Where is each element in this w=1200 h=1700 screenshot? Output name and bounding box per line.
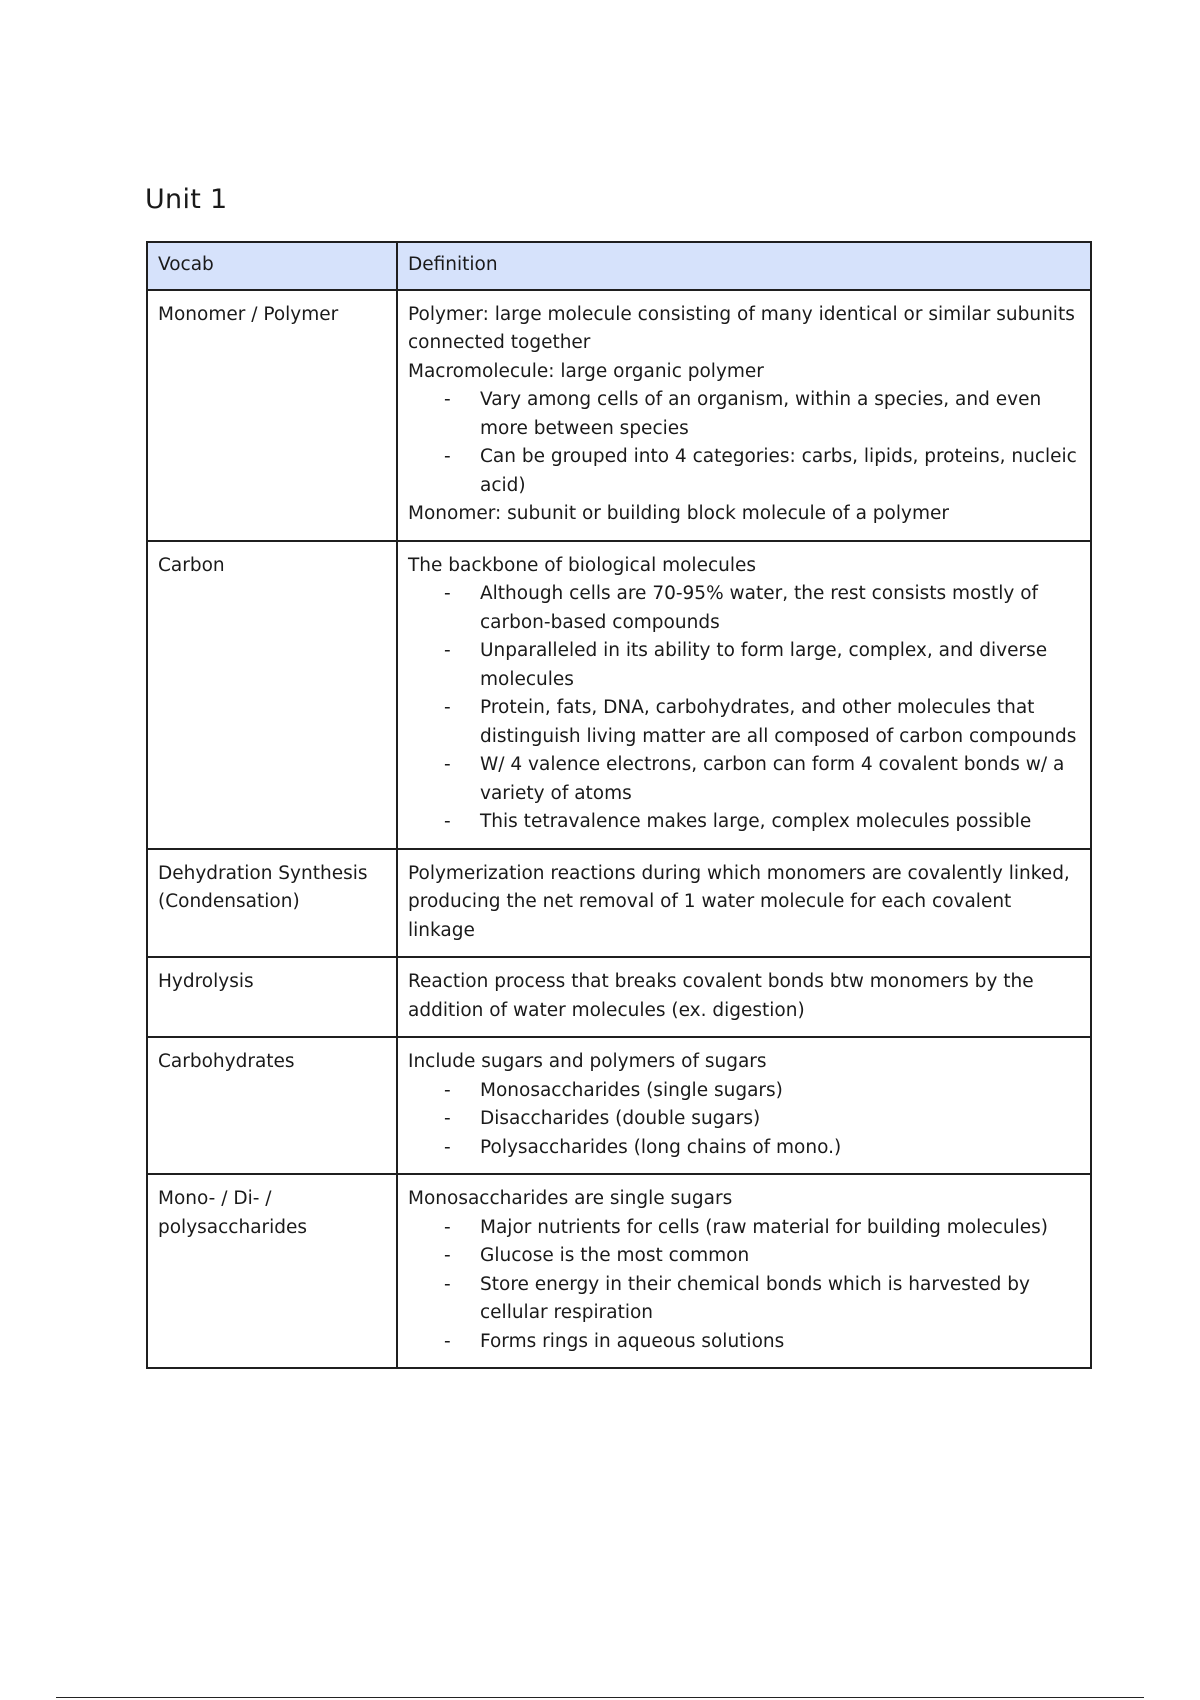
table-row [147, 290, 1091, 541]
definition-cell [397, 957, 1091, 1037]
bullet-list [408, 1214, 1080, 1357]
term-cell: Dehydration Synthesis (Condensation) [147, 849, 397, 958]
definition-text: Reaction process that breaks covalent bonds btw monomers by the addition of water molecules (ex. digestion) [408, 971, 1034, 1021]
list-item: - Although cells are 70-95% water, the rest consists mostly of carbon-based compounds [480, 580, 1080, 637]
bullet-list [408, 580, 1080, 837]
term-cell: Carbon [147, 541, 397, 849]
list-item: - Polysaccharides (long chains of mono.) [480, 1134, 1080, 1163]
table-header-row [147, 242, 1091, 290]
table-row [147, 1037, 1091, 1174]
definition-cell [397, 1174, 1091, 1368]
vocab-table [146, 241, 1092, 1369]
table-row [147, 849, 1091, 958]
footer-divider [56, 1697, 1144, 1698]
definition-text: Polymerization reactions during which monomers are covalently linked, producing the net removal of 1 water molecule for each covalent linkage [408, 862, 1070, 941]
term-cell: Mono- / Di- / polysaccharides [147, 1174, 397, 1368]
column-header-definition: Definition [397, 242, 1091, 290]
list-item: - Glucose is the most common [480, 1242, 1080, 1271]
definition-text: Monomer: subunit or building block molecule of a polymer [408, 503, 949, 524]
list-item: - Vary among cells of an organism, within a species, and even more between species [480, 386, 1080, 443]
list-item: - Major nutrients for cells (raw material for building molecules) [480, 1214, 1080, 1243]
list-item: - Store energy in their chemical bonds which is harvested by cellular respiration [480, 1271, 1080, 1328]
column-header-vocab: Vocab [147, 242, 397, 290]
table-row [147, 1174, 1091, 1368]
definition-text: Macromolecule: large organic polymer [408, 360, 764, 382]
table-row [147, 957, 1091, 1037]
definition-text: Monosaccharides are single sugars [408, 1188, 733, 1209]
definition-cell [397, 1037, 1091, 1174]
list-item: - Can be grouped into 4 categories: carbs, lipids, proteins, nucleic acid) [480, 443, 1080, 500]
list-item: - Disaccharides (double sugars) [480, 1105, 1080, 1134]
list-item: - Protein, fats, DNA, carbohydrates, and other molecules that distinguish living matter are all composed of carbon compounds [480, 694, 1080, 751]
page-title: Unit 1 [145, 184, 228, 215]
definition-cell [397, 541, 1091, 849]
bullet-list [408, 386, 1080, 500]
definition-cell [397, 849, 1091, 958]
definition-text: Include sugars and polymers of sugars [408, 1051, 767, 1072]
table-row [147, 541, 1091, 849]
list-item: - Monosaccharides (single sugars) [480, 1077, 1080, 1106]
term-cell: Monomer / Polymer [147, 290, 397, 541]
term-cell: Carbohydrates [147, 1037, 397, 1174]
definition-text: The backbone of biological molecules [408, 554, 757, 576]
list-item: - Unparalleled in its ability to form large, complex, and diverse molecules [480, 637, 1080, 694]
list-item: - This tetravalence makes large, complex molecules possible [480, 808, 1080, 837]
term-cell: Hydrolysis [147, 957, 397, 1037]
definition-cell [397, 290, 1091, 541]
definition-text: Polymer: large molecule consisting of many identical or similar subunits connected together [408, 303, 1075, 353]
list-item: - W/ 4 valence electrons, carbon can form 4 covalent bonds w/ a variety of atoms [480, 751, 1080, 808]
bullet-list [408, 1077, 1080, 1163]
list-item: - Forms rings in aqueous solutions [480, 1328, 1080, 1357]
